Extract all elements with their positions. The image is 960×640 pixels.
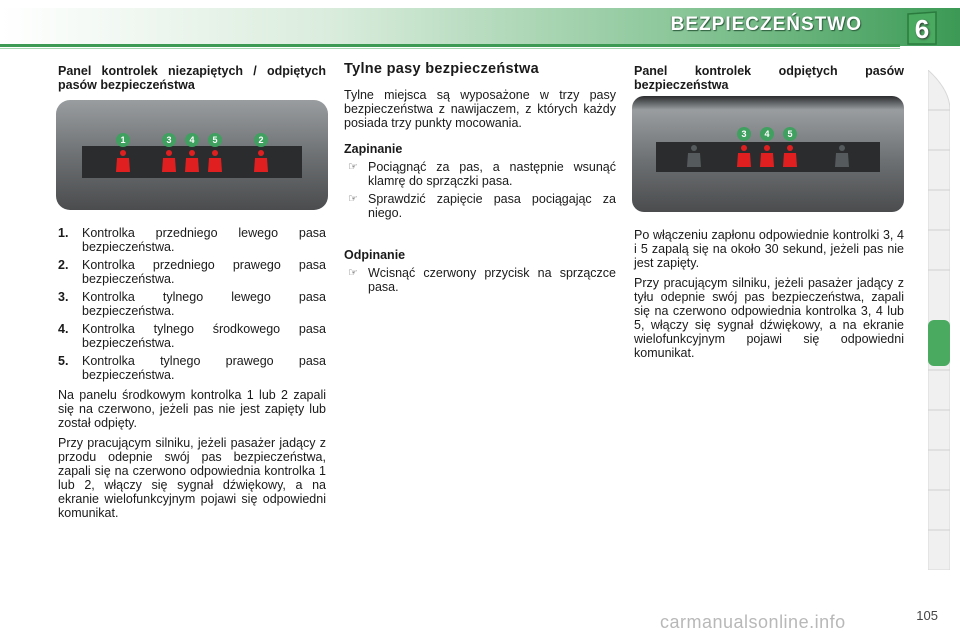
chapter-side-tabs	[928, 70, 950, 570]
unfasten-heading: Odpinanie	[344, 248, 406, 262]
fasten-heading: Zapinanie	[344, 142, 403, 156]
indicator-list	[58, 226, 326, 382]
middle-column	[344, 62, 616, 300]
middle-intro: Tylne miejsca są wyposażone w trzy pasy bezpieczeństwa z nawijaczem, z których każdy posiada trzy punkty mocowania.	[344, 88, 616, 130]
finger-pointer-icon: ☞	[348, 267, 358, 279]
watermark: carmanualsonline.info	[660, 612, 846, 632]
badge-5: 5	[212, 135, 218, 145]
list-item: 2. Kontrolka przedniego prawego pasa bezpieczeństwa.	[58, 258, 326, 286]
right-para-1: Po włączeniu zapłonu odpowiednie kontrolki 3, 4 i 5 zapalą się na około 30 sekund, jeżeli pas nie jest zapięty.	[634, 228, 904, 270]
middle-heading: Tylne pasy bezpieczeństwa	[344, 61, 539, 77]
finger-pointer-icon: ☞	[348, 161, 358, 173]
right-para-2: Przy pracującym silniku, jeżeli pasażer jadący z tyłu odepnie swój pas bezpieczeństwa, zapali się na czerwono odpowiednia kontrolka 3, 4 lub 5, włączy się sygnał dźwiękowy, a na ekranie wielofunkcyjnym pojawi się odpowiedni komunikat.	[634, 276, 904, 360]
list-item: ☞ Wcisnąć czerwony przycisk na sprzączce pasa.	[348, 266, 616, 294]
chapter-badge	[906, 10, 938, 46]
left-heading: Panel kontrolek niezapiętych / odpiętych pasów bezpieczeństwa	[58, 64, 326, 92]
active-tab	[928, 320, 950, 366]
fasten-list	[344, 160, 616, 220]
chapter-number: 6	[914, 14, 930, 44]
list-item: ☞ Sprawdzić zapięcie pasa pociągając za niego.	[348, 192, 616, 220]
badge-4: 4	[189, 135, 195, 145]
badge-3: 3	[166, 135, 172, 145]
list-item: 3. Kontrolka tylnego lewego pasa bezpieczeństwa.	[58, 290, 326, 318]
badge-1: 1	[120, 135, 126, 145]
badge-5: 5	[787, 129, 793, 139]
section-title: BEZPIECZEŃSTWO	[670, 14, 862, 35]
side-tab-strip	[928, 70, 950, 570]
list-item: 4. Kontrolka tylnego środkowego pasa bezpieczeństwa.	[58, 322, 326, 350]
left-para-1: Na panelu środkowym kontrolka 1 lub 2 zapali się na czerwono, jeżeli pas nie jest zapięty lub został odpięty.	[58, 388, 326, 430]
front-panel-illustration	[56, 100, 328, 215]
right-column	[634, 64, 904, 98]
badge-2: 2	[258, 135, 264, 145]
rear-warning-panel	[632, 96, 904, 212]
right-heading: Panel kontrolek odpiętych pasów bezpieczeństwa	[634, 64, 904, 92]
rear-panel-illustration	[632, 96, 904, 217]
list-item: 5. Kontrolka tylnego prawego pasa bezpieczeństwa.	[58, 354, 326, 382]
list-item: 1. Kontrolka przedniego lewego pasa bezpieczeństwa.	[58, 226, 326, 254]
left-para-2: Przy pracującym silniku, jeżeli pasażer jadący z przodu odepnie swój pas bezpieczeństwa, zapali się na czerwono odpowiednia kontrolka 1 lub 2, włączy się sygnał dźwiękowy, a na ekranie wielofunkcyjnym pojawi się odpowiedni komunikat.	[58, 436, 326, 520]
left-column	[58, 64, 326, 98]
unfasten-list	[344, 266, 616, 294]
right-body	[634, 228, 904, 366]
finger-pointer-icon: ☞	[348, 193, 358, 205]
badge-3: 3	[741, 129, 747, 139]
badge-4: 4	[764, 129, 770, 139]
left-body	[58, 226, 326, 526]
page-number: 105	[916, 608, 938, 623]
list-item: ☞ Pociągnąć za pas, a następnie wsunąć klamrę do sprzączki pasa.	[348, 160, 616, 188]
page-header	[0, 0, 960, 52]
front-warning-panel	[56, 100, 328, 210]
